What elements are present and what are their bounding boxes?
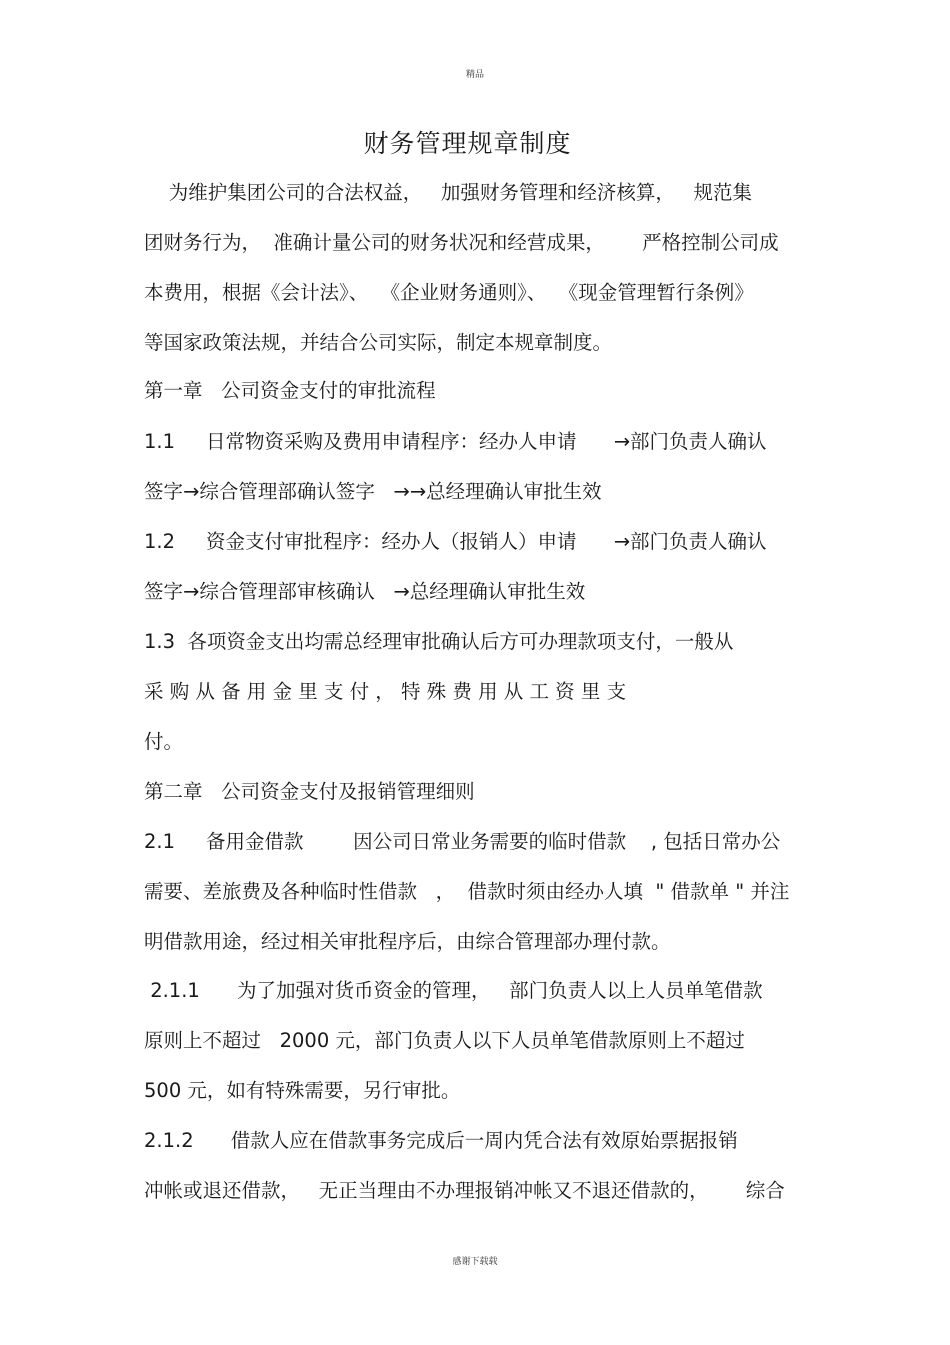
page-header: 精品 (465, 70, 484, 80)
paragraph-line: 500 元，如有特殊需要，另行审批。 (144, 1079, 461, 1102)
paragraph-line: 原则上不超过 2000 元，部门负责人以下人员单笔借款原则上不超过 (144, 1029, 745, 1052)
page-footer: 感谢下载载 (452, 1257, 498, 1267)
paragraph-line: 2.1.2 借款人应在借款事务完成后一周内凭合法有效原始票据报销 (144, 1129, 738, 1152)
paragraph-line: 付。 (144, 730, 184, 753)
paragraph-line: 团财务行为， 准确计量公司的财务状况和经营成果， 严格控制公司成 (144, 231, 779, 254)
paragraph-line: 1.3 各项资金支出均需总经理审批确认后方可办理款项支付，一般从 (144, 630, 734, 653)
chapter-heading: 第二章 公司资金支付及报销管理细则 (144, 780, 475, 803)
paragraph-line: 本费用，根据《会计法》、 《企业财务通则》、 《现金管理暂行条例》 (144, 281, 754, 304)
paragraph-line: 采 购 从 备 用 金 里 支 付 ， 特 殊 费 用 从 工 资 里 支 (144, 680, 627, 703)
paragraph-line: 签字→综合管理部审核确认 →总经理确认审批生效 (144, 580, 586, 603)
paragraph-line: 需要、差旅费及各种临时性借款 ， 借款时须由经办人填 " 借款单 " 并注 (144, 880, 790, 903)
document-title: 财务管理规章制度 (363, 129, 572, 158)
paragraph-line: 为维护集团公司的合法权益， 加强财务管理和经济核算， 规范集 (144, 181, 752, 204)
paragraph-line: 1.2 资金支付审批程序：经办人（报销人）申请 →部门负责人确认 (144, 530, 767, 553)
paragraph-line: 1.1 日常物资采购及费用申请程序：经办人申请 →部门负责人确认 (144, 430, 767, 453)
paragraph-line: 明借款用途，经过相关审批程序后，由综合管理部办理付款。 (144, 930, 671, 953)
chapter-heading: 第一章 公司资金支付的审批流程 (144, 379, 436, 402)
paragraph-line: 2.1.1 为了加强对货币资金的管理， 部门负责人以上人员单笔借款 (144, 979, 763, 1002)
paragraph-line: 冲帐或退还借款， 无正当理由不办理报销冲帐又不退还借款的， 综合 (144, 1179, 785, 1202)
paragraph-line: 等国家政策法规，并结合公司实际，制定本规章制度。 (144, 331, 613, 354)
paragraph-line: 签字→综合管理部确认签字 →→总经理确认审批生效 (144, 480, 602, 503)
paragraph-line: 2.1 备用金借款 因公司日常业务需要的临时借款 , 包括日常办公 (144, 830, 781, 853)
